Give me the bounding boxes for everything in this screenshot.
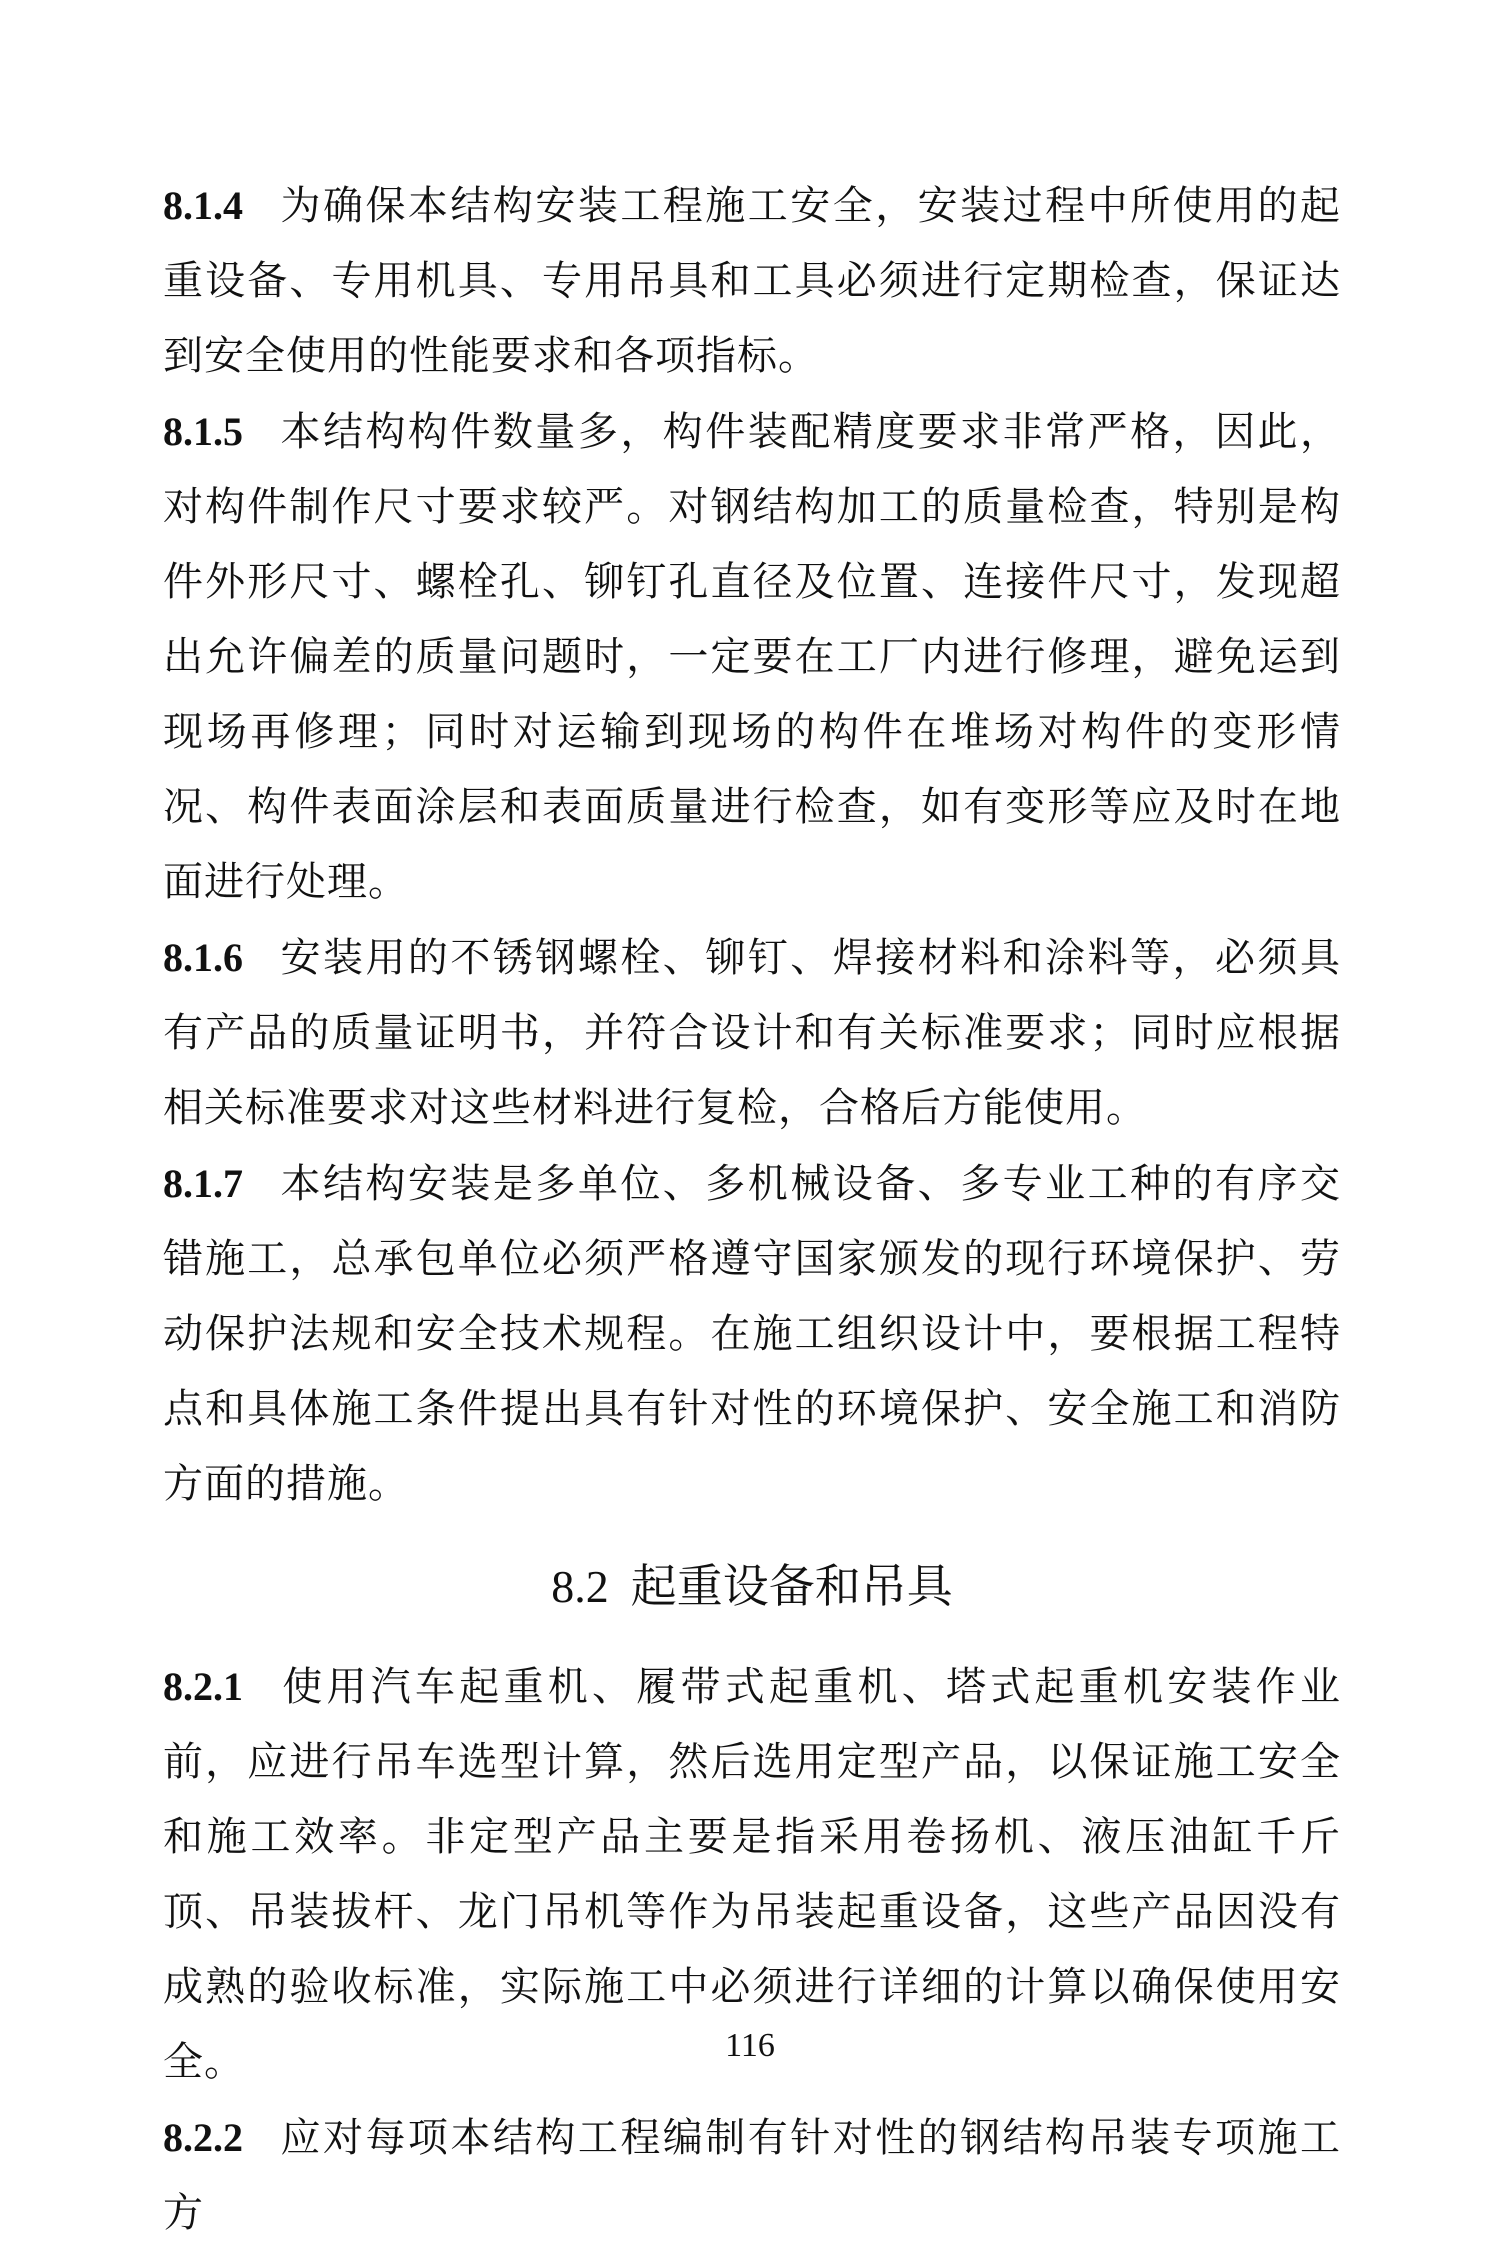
section-number: 8.2 — [551, 1561, 609, 1612]
clause-8-1-5 — [163, 394, 1341, 920]
clause-number: 8.1.6 — [163, 935, 243, 980]
document-page — [163, 168, 1341, 2251]
clause-number: 8.2.2 — [163, 2115, 243, 2160]
clause-text: 本结构构件数量多，构件装配精度要求非常严格，因此，对构件制作尺寸要求较严。对钢结构加工的质量检查，特别是构件外形尺寸、螺栓孔、铆钉孔直径及位置、连接件尺寸，发现超出允许偏差的质量问题时，一定要在工厂内进行修理，避免运到现场再修理；同时对运输到现场的构件在堆场对构件的变形情况、构件表面涂层和表面质量进行检查，如有变形等应及时在地面进行处理。 — [163, 409, 1341, 905]
clause-text: 使用汽车起重机、履带式起重机、塔式起重机安装作业前，应进行吊车选型计算，然后选用定型产品，以保证施工安全和施工效率。非定型产品主要是指采用卷扬机、液压油缸千斤顶、吊装拔杆、龙门吊机等作为吊装起重设备，这些产品因没有成熟的验收标准，实际施工中必须进行详细的计算以确保使用安全。 — [163, 1664, 1341, 2085]
clause-8-2-2 — [163, 2100, 1341, 2251]
clause-number: 8.1.4 — [163, 183, 243, 228]
clause-text: 为确保本结构安装工程施工安全，安装过程中所使用的起重设备、专用机具、专用吊具和工具必须进行定期检查，保证达到安全使用的性能要求和各项指标。 — [163, 183, 1341, 379]
clause-number: 8.1.5 — [163, 409, 243, 454]
clause-text: 安装用的不锈钢螺栓、铆钉、焊接材料和涂料等，必须具有产品的质量证明书，并符合设计和有关标准要求；同时应根据相关标准要求对这些材料进行复检，合格后方能使用。 — [163, 935, 1341, 1131]
section-title: 起重设备和吊具 — [630, 1559, 953, 1613]
clause-number: 8.2.1 — [163, 1664, 243, 1709]
clause-8-1-6 — [163, 920, 1341, 1146]
clause-text: 应对每项本结构工程编制有针对性的钢结构吊装专项施工方 — [163, 2115, 1341, 2236]
page-number: 116 — [725, 2027, 775, 2064]
clause-number: 8.1.7 — [163, 1161, 243, 1206]
clause-text: 本结构安装是多单位、多机械设备、多专业工种的有序交错施工，总承包单位必须严格遵守国家颁发的现行环境保护、劳动保护法规和安全技术规程。在施工组织设计中，要根据工程特点和具体施工条件提出具有针对性的环境保护、安全施工和消防方面的措施。 — [163, 1161, 1341, 1507]
clause-8-1-7 — [163, 1146, 1341, 1522]
clause-8-1-4 — [163, 168, 1341, 394]
section-heading — [163, 1554, 1341, 1619]
